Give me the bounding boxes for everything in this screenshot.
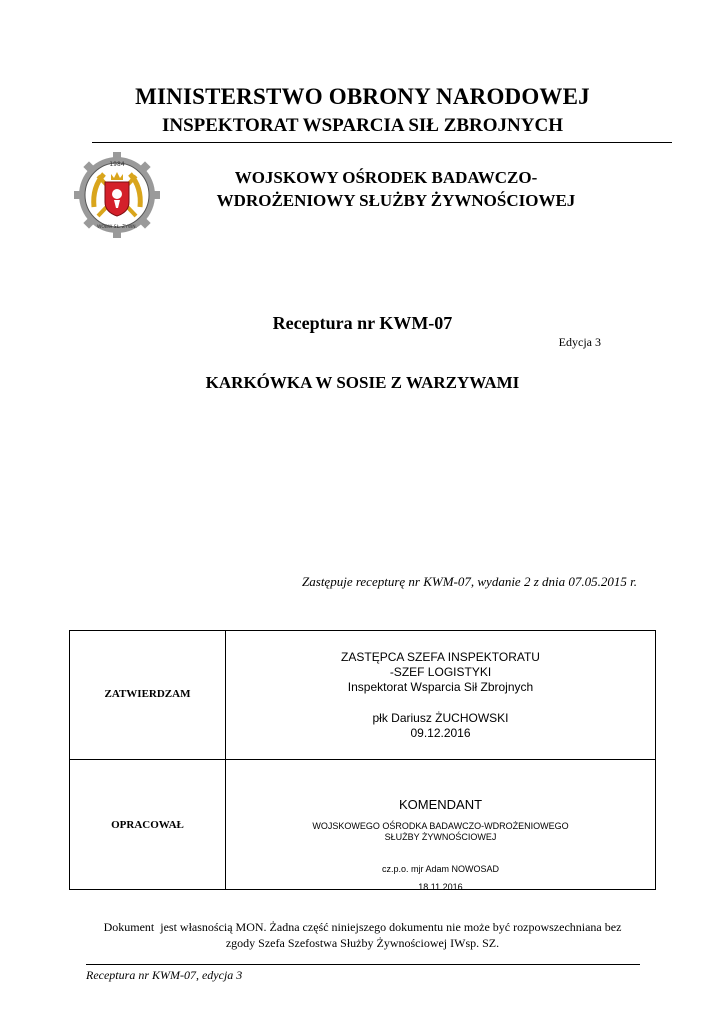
unit-name-line2: WDROŻENIOWY SŁUŻBY ŻYWNOŚCIOWEJ — [216, 191, 576, 210]
prepared-signatory: cz.p.o. mjr Adam NOWOSAD — [381, 864, 500, 874]
dish-title: KARKÓWKA W SOSIE Z WARZYWAMI — [205, 373, 520, 392]
prepared-label: OPRACOWAŁ — [111, 819, 184, 831]
prepared-unit-line2: SŁUŻBY ŻYWNOŚCIOWEJ — [384, 832, 497, 842]
replaces-note: Zastępuje recepturę nr KWM-07, wydanie 2 z dnia 07.05.2015 r. — [302, 574, 637, 589]
ministry-title: MINISTERSTWO OBRONY NARODOWEJ — [135, 84, 590, 109]
unit-name-line1: WOJSKOWY OŚRODEK BADAWCZO- — [234, 168, 538, 187]
prepared-unit-line1: WOJSKOWEGO OŚRODKA BADAWCZO-WDROŻENIOWEGO — [312, 821, 569, 831]
ownership-note — [0, 919, 725, 951]
approval-signatory: płk Dariusz ŻUCHOWSKI — [372, 711, 509, 725]
emblem-caption: WOBW SŁ. ŻYWN. — [96, 225, 138, 230]
ownership-note-line2: zgody Szefa Szefostwa Służby Żywnościowej IWsp. SZ. — [225, 936, 500, 950]
approval-institution: Inspektorat Wsparcia Sił Zbrojnych — [347, 680, 534, 694]
emblem-year: 1984 — [109, 161, 125, 168]
approval-position-line1: ZASTĘPCA SZEFA INSPEKTORATU — [341, 650, 540, 664]
footer-document-id: Receptura nr KWM-07, edycja 3 — [86, 968, 243, 982]
recipe-number: Receptura nr KWM-07 — [272, 313, 453, 333]
footer-divider — [86, 964, 640, 965]
approval-position-line2: -SZEF LOGISTYKI — [389, 665, 492, 679]
approve-label: ZATWIERDZAM — [104, 688, 191, 700]
prepared-date: 18.11.2016 — [418, 882, 463, 892]
approval-date: 09.12.2016 — [410, 726, 471, 740]
table-row-divider — [70, 759, 655, 760]
recipe-edition: Edycja 3 — [558, 335, 601, 349]
prepared-title: KOMENDANT — [398, 797, 483, 812]
header-divider — [92, 142, 672, 143]
ownership-note-line1: Dokument jest własnością MON. Żadna część niniejszego dokumentu nie może być rozpowszechniana bez — [103, 920, 622, 934]
inspectorate-title: INSPEKTORAT WSPARCIA SIŁ ZBROJNYCH — [161, 115, 564, 136]
approval-table — [69, 630, 656, 890]
unit-emblem-icon — [74, 152, 160, 238]
